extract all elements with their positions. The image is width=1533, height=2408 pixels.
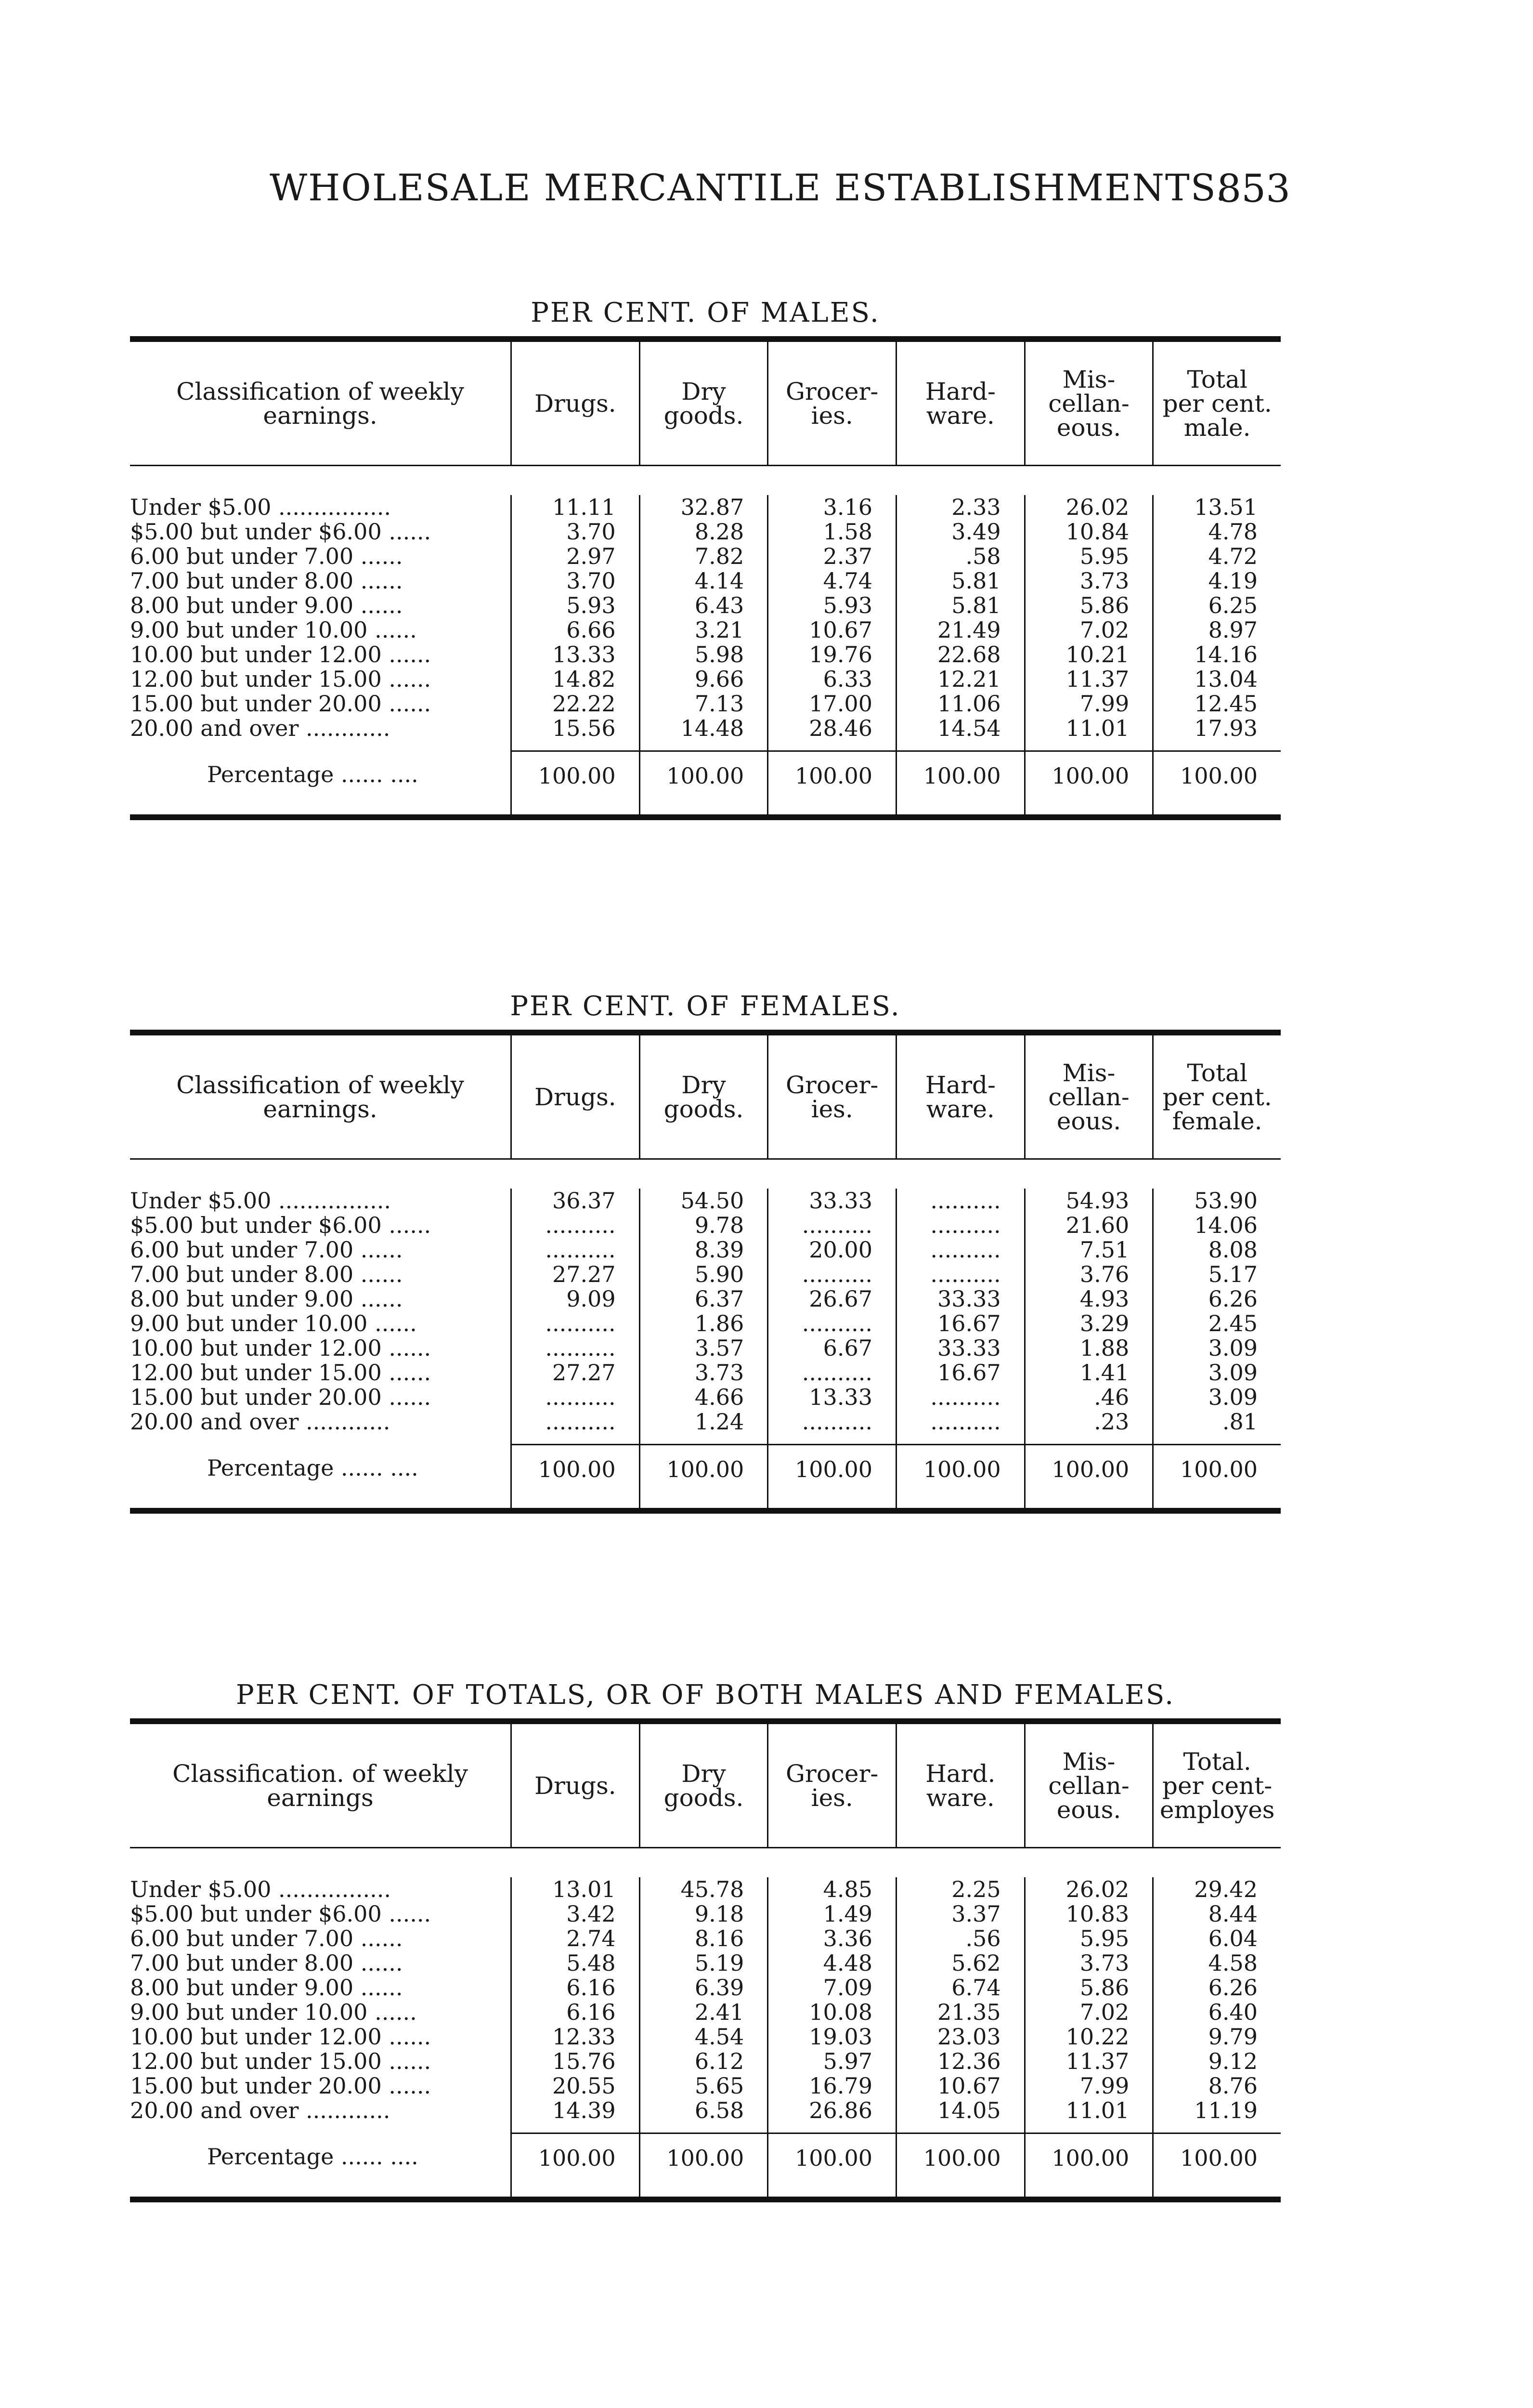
table-cell: 3.76 (1079, 1262, 1130, 1287)
row-label: 7.00 but under 8.00 ...... (130, 1262, 403, 1287)
table-cell: 10.84 (1065, 520, 1130, 544)
table-cell: 6.37 (694, 1287, 744, 1311)
column-headers (130, 1035, 1281, 1160)
table-cell: 3.37 (951, 1902, 1001, 1926)
row-label: 10.00 but under 12.00 ...... (130, 1336, 431, 1361)
table-cell: 6.16 (566, 1976, 616, 2000)
percentage-label: Percentage ...... .... (207, 761, 418, 787)
table-cell: .......... (930, 1213, 1001, 1238)
table-cell: 33.33 (937, 1336, 1001, 1361)
table-cell: 5.86 (1079, 1976, 1130, 2000)
column-header: Total. per cent- employes (1152, 1724, 1281, 1847)
column-header: Mis- cellan- eous. (1024, 1724, 1153, 1847)
table-cell: 1.88 (1079, 1336, 1130, 1361)
data-column-total (1152, 495, 1281, 814)
table-cell: 7.99 (1079, 2074, 1130, 2098)
table-cell: 3.73 (694, 1361, 744, 1385)
table-cell: 22.22 (552, 692, 616, 716)
table-cell: 9.18 (694, 1902, 744, 1926)
table-cell: 10.67 (937, 2074, 1001, 2098)
table-cell: 16.79 (809, 2074, 872, 2098)
column-header: Classification. of weekly earnings (172, 1759, 468, 1812)
table-cell: .......... (930, 1410, 1001, 1434)
column-header: Hard- ware. (896, 342, 1024, 465)
column-header: Total per cent. female. (1152, 1035, 1281, 1158)
table-cell: 1.49 (823, 1902, 872, 1926)
column-header: Grocer- ies. (767, 1724, 896, 1847)
table-cell: .......... (930, 1189, 1001, 1213)
row-label: 15.00 but under 20.00 ...... (130, 2074, 431, 2098)
column-header: Hard- ware. (896, 1035, 1024, 1158)
table-cell: 7.02 (1079, 2000, 1130, 2025)
table-cell: 3.42 (566, 1902, 616, 1926)
table-cell: 5.48 (566, 1951, 616, 1976)
table-cell: .......... (802, 1311, 872, 1336)
table-cell: .46 (1094, 1385, 1130, 1410)
table-section-males (130, 294, 1281, 820)
table-cell: 6.25 (1208, 593, 1258, 618)
table-cell: 5.90 (694, 1262, 744, 1287)
table-cell: 17.00 (809, 692, 872, 716)
row-label: 8.00 but under 9.00 ...... (130, 1287, 403, 1311)
data-column-groceries (767, 1877, 896, 2197)
table-cell: 33.33 (937, 1287, 1001, 1311)
table-cell: 2.97 (566, 544, 616, 569)
row-label: $5.00 but under $6.00 ...... (130, 1213, 431, 1238)
table-cell: 4.85 (823, 1877, 872, 1902)
bottom-rule (130, 2197, 1281, 2202)
table-cell: .......... (802, 1410, 872, 1434)
table-cell: 36.37 (552, 1189, 616, 1213)
table-cell: 6.67 (823, 1336, 872, 1361)
table-cell: 5.93 (566, 593, 616, 618)
table-cell: 19.76 (809, 642, 872, 667)
table-cell: 9.09 (566, 1287, 616, 1311)
table-cell: 7.02 (1079, 618, 1130, 642)
row-label: 6.00 but under 7.00 ...... (130, 1926, 403, 1951)
row-label: $5.00 but under $6.00 ...... (130, 520, 431, 544)
table-cell: 10.67 (809, 618, 872, 642)
column-header: Total per cent. male. (1152, 342, 1281, 465)
row-label: 8.00 but under 9.00 ...... (130, 593, 403, 618)
table-cell: 7.51 (1079, 1238, 1130, 1262)
table-cell: 13.01 (552, 1877, 616, 1902)
table-cell: 7.99 (1079, 692, 1130, 716)
column-headers (130, 342, 1281, 466)
column-header: Classification of weekly earnings. (176, 377, 464, 430)
table-cell: 16.67 (937, 1361, 1001, 1385)
row-label: 15.00 but under 20.00 ...... (130, 1385, 431, 1410)
percentage-label: Percentage ...... .... (207, 1455, 418, 1481)
table-cell: 3.09 (1208, 1336, 1258, 1361)
percentage-cell: 100.00 (923, 763, 1001, 789)
table-cell: 3.57 (694, 1336, 744, 1361)
table-cell: .......... (545, 1410, 616, 1434)
table-cell: 14.16 (1194, 642, 1258, 667)
percentage-cell: 100.00 (795, 763, 872, 789)
row-label: 9.00 but under 10.00 ...... (130, 618, 417, 642)
table-cell: 10.22 (1065, 2025, 1130, 2049)
table-cell: 3.73 (1079, 569, 1130, 593)
table-cell: 9.79 (1208, 2025, 1258, 2049)
table-cell: 32.87 (680, 495, 744, 520)
bottom-rule (130, 814, 1281, 820)
column-header: Dry goods. (639, 1724, 767, 1847)
table-cell: 5.81 (951, 569, 1001, 593)
table-cell: 33.33 (809, 1189, 872, 1213)
table-cell: 7.13 (694, 692, 744, 716)
table-cell: 6.40 (1208, 2000, 1258, 2025)
table-cell: 12.45 (1194, 692, 1258, 716)
table-cell: 3.36 (823, 1926, 872, 1951)
data-column-drugs (510, 495, 639, 814)
table-cell: 11.37 (1065, 667, 1130, 692)
label-column (130, 495, 510, 814)
table-cell: 5.81 (951, 593, 1001, 618)
table-cell: 16.67 (937, 1311, 1001, 1336)
table-cell: 5.65 (694, 2074, 744, 2098)
row-label: 12.00 but under 15.00 ...... (130, 1361, 431, 1385)
table-cell: 22.68 (937, 642, 1001, 667)
table-cell: 27.27 (552, 1361, 616, 1385)
table-cell: 6.39 (694, 1976, 744, 2000)
table-cell: 27.27 (552, 1262, 616, 1287)
column-header: Drugs. (510, 1724, 639, 1847)
label-column (130, 1189, 510, 1508)
row-label: 7.00 but under 8.00 ...... (130, 569, 403, 593)
table-cell: 6.12 (694, 2049, 744, 2074)
percentage-cell: 100.00 (666, 763, 744, 789)
column-headers (130, 1724, 1281, 1848)
table-cell: 6.66 (566, 618, 616, 642)
table-cell: 13.33 (552, 642, 616, 667)
table-cell: .23 (1094, 1410, 1130, 1434)
table-cell: 8.97 (1208, 618, 1258, 642)
table-cell: 2.45 (1208, 1311, 1258, 1336)
row-label: 9.00 but under 10.00 ...... (130, 2000, 417, 2025)
table-cell: 54.50 (680, 1189, 744, 1213)
column-header: Drugs. (510, 1035, 639, 1158)
percentage-cell: 100.00 (1180, 2145, 1258, 2171)
table-cell: 12.21 (937, 667, 1001, 692)
column-header: Classification of weekly earnings. (176, 1071, 464, 1123)
table-cell: 9.12 (1208, 2049, 1258, 2074)
table-cell: 5.62 (951, 1951, 1001, 1976)
table-cell: 6.33 (823, 667, 872, 692)
table-cell: 1.41 (1079, 1361, 1130, 1385)
percentage-cell: 100.00 (538, 763, 616, 789)
row-label: 20.00 and over ............ (130, 1410, 390, 1434)
table-body (130, 1848, 1281, 2197)
table-cell: 5.95 (1079, 1926, 1130, 1951)
data-column-hardware (896, 1877, 1024, 2197)
table-cell: .......... (545, 1385, 616, 1410)
percentage-cell: 100.00 (795, 1456, 872, 1482)
table-cell: 3.09 (1208, 1361, 1258, 1385)
column-header: Hard. ware. (896, 1724, 1024, 1847)
data-column-miscellaneous (1024, 495, 1153, 814)
table-cell: 14.48 (680, 716, 744, 741)
row-label: 6.00 but under 7.00 ...... (130, 1238, 403, 1262)
table-cell: 4.48 (823, 1951, 872, 1976)
table-cell: 3.49 (951, 520, 1001, 544)
data-column-dry-goods (639, 495, 767, 814)
data-column-groceries (767, 1189, 896, 1508)
data-column-groceries (767, 495, 896, 814)
table-cell: .......... (930, 1262, 1001, 1287)
table-cell: 10.08 (809, 2000, 872, 2025)
table-cell: 2.37 (823, 544, 872, 569)
table-cell: .......... (802, 1361, 872, 1385)
column-header: Mis- cellan- eous. (1024, 342, 1153, 465)
table-cell: 3.70 (566, 569, 616, 593)
table-cell: 14.06 (1194, 1213, 1258, 1238)
table-cell: 17.93 (1194, 716, 1258, 741)
data-column-hardware (896, 495, 1024, 814)
table-cell: 9.78 (694, 1213, 744, 1238)
table-cell: 7.09 (823, 1976, 872, 2000)
row-label: 12.00 but under 15.00 ...... (130, 2049, 431, 2074)
table-cell: 54.93 (1065, 1189, 1130, 1213)
percentage-cell: 100.00 (666, 2145, 744, 2171)
table-cell: 2.41 (694, 2000, 744, 2025)
table-cell: 5.19 (694, 1951, 744, 1976)
data-column-drugs (510, 1877, 639, 2197)
row-label: 10.00 but under 12.00 ...... (130, 2025, 431, 2049)
table-cell: 5.17 (1208, 1262, 1258, 1287)
table-cell: 13.33 (809, 1385, 872, 1410)
data-column-hardware (896, 1189, 1024, 1508)
table-cell: .......... (545, 1238, 616, 1262)
table-cell: 29.42 (1194, 1877, 1258, 1902)
table-cell: 6.26 (1208, 1287, 1258, 1311)
data-column-total (1152, 1877, 1281, 2197)
row-label: 7.00 but under 8.00 ...... (130, 1951, 403, 1976)
table-cell: 20.00 (809, 1238, 872, 1262)
table-section-females (130, 987, 1281, 1514)
row-label: Under $5.00 ................ (130, 1877, 391, 1902)
table-cell: 13.04 (1194, 667, 1258, 692)
table-cell: 14.54 (937, 716, 1001, 741)
table-cell: 21.49 (937, 618, 1001, 642)
table-cell: 8.28 (694, 520, 744, 544)
percentage-cell: 100.00 (923, 1456, 1001, 1482)
table-cell: 6.04 (1208, 1926, 1258, 1951)
data-column-drugs (510, 1189, 639, 1508)
percentage-cell: 100.00 (538, 2145, 616, 2171)
table-cell: .......... (930, 1385, 1001, 1410)
table-cell: 2.25 (951, 1877, 1001, 1902)
row-label: 9.00 but under 10.00 ...... (130, 1311, 417, 1336)
table-cell: 5.98 (694, 642, 744, 667)
table-cell: .......... (545, 1311, 616, 1336)
table-cell: 10.21 (1065, 642, 1130, 667)
row-label: $5.00 but under $6.00 ...... (130, 1902, 431, 1926)
column-header: Dry goods. (639, 1035, 767, 1158)
table-cell: 23.03 (937, 2025, 1001, 2049)
table-title: PER CENT. OF FEMALES. (510, 991, 901, 1022)
table-cell: 53.90 (1194, 1189, 1258, 1213)
table-cell: .58 (965, 544, 1001, 569)
row-label: 15.00 but under 20.00 ...... (130, 692, 431, 716)
table-cell: 7.82 (694, 544, 744, 569)
table-cell: 45.78 (680, 1877, 744, 1902)
table-cell: 4.19 (1208, 569, 1258, 593)
column-header: Mis- cellan- eous. (1024, 1035, 1153, 1158)
table-cell: 4.72 (1208, 544, 1258, 569)
table-cell: 8.08 (1208, 1238, 1258, 1262)
table-cell: 6.16 (566, 2000, 616, 2025)
table-cell: 4.78 (1208, 520, 1258, 544)
table-cell: 15.76 (552, 2049, 616, 2074)
table-cell: 14.82 (552, 667, 616, 692)
table-cell: 11.06 (937, 692, 1001, 716)
table-cell: 5.95 (1079, 544, 1130, 569)
table-cell: 21.60 (1065, 1213, 1130, 1238)
column-header: Grocer- ies. (767, 1035, 896, 1158)
top-rule (130, 1718, 1281, 1724)
table-cell: 21.35 (937, 2000, 1001, 2025)
percentage-cell: 100.00 (666, 1456, 744, 1482)
row-label: 20.00 and over ............ (130, 716, 390, 741)
data-column-dry-goods (639, 1189, 767, 1508)
data-column-total (1152, 1189, 1281, 1508)
table-cell: 4.66 (694, 1385, 744, 1410)
row-label: 20.00 and over ............ (130, 2098, 390, 2123)
table-cell: .......... (545, 1213, 616, 1238)
table-body (130, 466, 1281, 814)
table-cell: 9.66 (694, 667, 744, 692)
table-cell: 11.37 (1065, 2049, 1130, 2074)
table-cell: 6.26 (1208, 1976, 1258, 2000)
table-cell: 26.02 (1065, 1877, 1130, 1902)
table-cell: 5.93 (823, 593, 872, 618)
row-label: Under $5.00 ................ (130, 495, 391, 520)
table-cell: .56 (965, 1926, 1001, 1951)
table-cell: 8.44 (1208, 1902, 1258, 1926)
table-body (130, 1160, 1281, 1508)
table-cell: 20.55 (552, 2074, 616, 2098)
column-header: Grocer- ies. (767, 342, 896, 465)
table-cell: 5.86 (1079, 593, 1130, 618)
data-column-dry-goods (639, 1877, 767, 2197)
percentage-cell: 100.00 (1180, 763, 1258, 789)
table-cell: .......... (802, 1262, 872, 1287)
table-cell: 26.67 (809, 1287, 872, 1311)
table-cell: 11.19 (1194, 2098, 1258, 2123)
table-section-totals (130, 1676, 1281, 2202)
table-cell: 14.39 (552, 2098, 616, 2123)
table-cell: 4.54 (694, 2025, 744, 2049)
table-cell: 1.86 (694, 1311, 744, 1336)
table-title: PER CENT. OF TOTALS, OR OF BOTH MALES AND FEMALES. (235, 1679, 1175, 1711)
table-cell: 8.76 (1208, 2074, 1258, 2098)
bottom-rule (130, 1508, 1281, 1514)
percentage-cell: 100.00 (538, 1456, 616, 1482)
table-cell: 4.58 (1208, 1951, 1258, 1976)
table-cell: 11.01 (1065, 2098, 1130, 2123)
table-title: PER CENT. OF MALES. (531, 297, 880, 328)
percentage-cell: 100.00 (1052, 763, 1130, 789)
label-column (130, 1877, 510, 2197)
table-cell: 13.51 (1194, 495, 1258, 520)
table-cell: 15.56 (552, 716, 616, 741)
percentage-cell: 100.00 (795, 2145, 872, 2171)
table-cell: 2.74 (566, 1926, 616, 1951)
row-label: 10.00 but under 12.00 ...... (130, 642, 431, 667)
table-cell: 3.29 (1079, 1311, 1130, 1336)
table-cell: .......... (930, 1238, 1001, 1262)
table-cell: 3.16 (823, 495, 872, 520)
column-header: Drugs. (510, 342, 639, 465)
table-cell: 8.16 (694, 1926, 744, 1951)
table-cell: 28.46 (809, 716, 872, 741)
table-cell: 6.43 (694, 593, 744, 618)
row-label: 6.00 but under 7.00 ...... (130, 544, 403, 569)
table-cell: .81 (1222, 1410, 1258, 1434)
row-label: 8.00 but under 9.00 ...... (130, 1976, 403, 2000)
table-cell: 5.97 (823, 2049, 872, 2074)
top-rule (130, 1030, 1281, 1035)
table-cell: .......... (545, 1336, 616, 1361)
table-cell: 3.73 (1079, 1951, 1130, 1976)
table-cell: 3.70 (566, 520, 616, 544)
table-cell: 3.09 (1208, 1385, 1258, 1410)
table-cell: 19.03 (809, 2025, 872, 2049)
table-cell: 2.33 (951, 495, 1001, 520)
table-cell: 11.11 (552, 495, 616, 520)
table-cell: 4.74 (823, 569, 872, 593)
data-column-miscellaneous (1024, 1877, 1153, 2197)
top-rule (130, 336, 1281, 342)
table-cell: 26.86 (809, 2098, 872, 2123)
column-header: Dry goods. (639, 342, 767, 465)
row-label: Under $5.00 ................ (130, 1189, 391, 1213)
page-number: 853 (1217, 166, 1290, 211)
percentage-label: Percentage ...... .... (207, 2144, 418, 2170)
table-cell: 10.83 (1065, 1902, 1130, 1926)
percentage-cell: 100.00 (1052, 2145, 1130, 2171)
table-cell: 14.05 (937, 2098, 1001, 2123)
table-cell: 3.21 (694, 618, 744, 642)
table-cell: 1.58 (823, 520, 872, 544)
percentage-cell: 100.00 (923, 2145, 1001, 2171)
table-cell: 4.14 (694, 569, 744, 593)
percentage-cell: 100.00 (1052, 1456, 1130, 1482)
table-cell: 8.39 (694, 1238, 744, 1262)
table-cell: 6.74 (951, 1976, 1001, 2000)
table-cell: 12.36 (937, 2049, 1001, 2074)
table-cell: 6.58 (694, 2098, 744, 2123)
row-label: 12.00 but under 15.00 ...... (130, 667, 431, 692)
table-cell: 4.93 (1079, 1287, 1130, 1311)
percentage-cell: 100.00 (1180, 1456, 1258, 1482)
running-head: WHOLESALE MERCANTILE ESTABLISHMENTS. (270, 166, 1228, 209)
table-cell: 11.01 (1065, 716, 1130, 741)
data-column-miscellaneous (1024, 1189, 1153, 1508)
table-cell: 26.02 (1065, 495, 1130, 520)
table-cell: 1.24 (694, 1410, 744, 1434)
page-header (270, 166, 1290, 219)
table-cell: .......... (802, 1213, 872, 1238)
table-cell: 12.33 (552, 2025, 616, 2049)
